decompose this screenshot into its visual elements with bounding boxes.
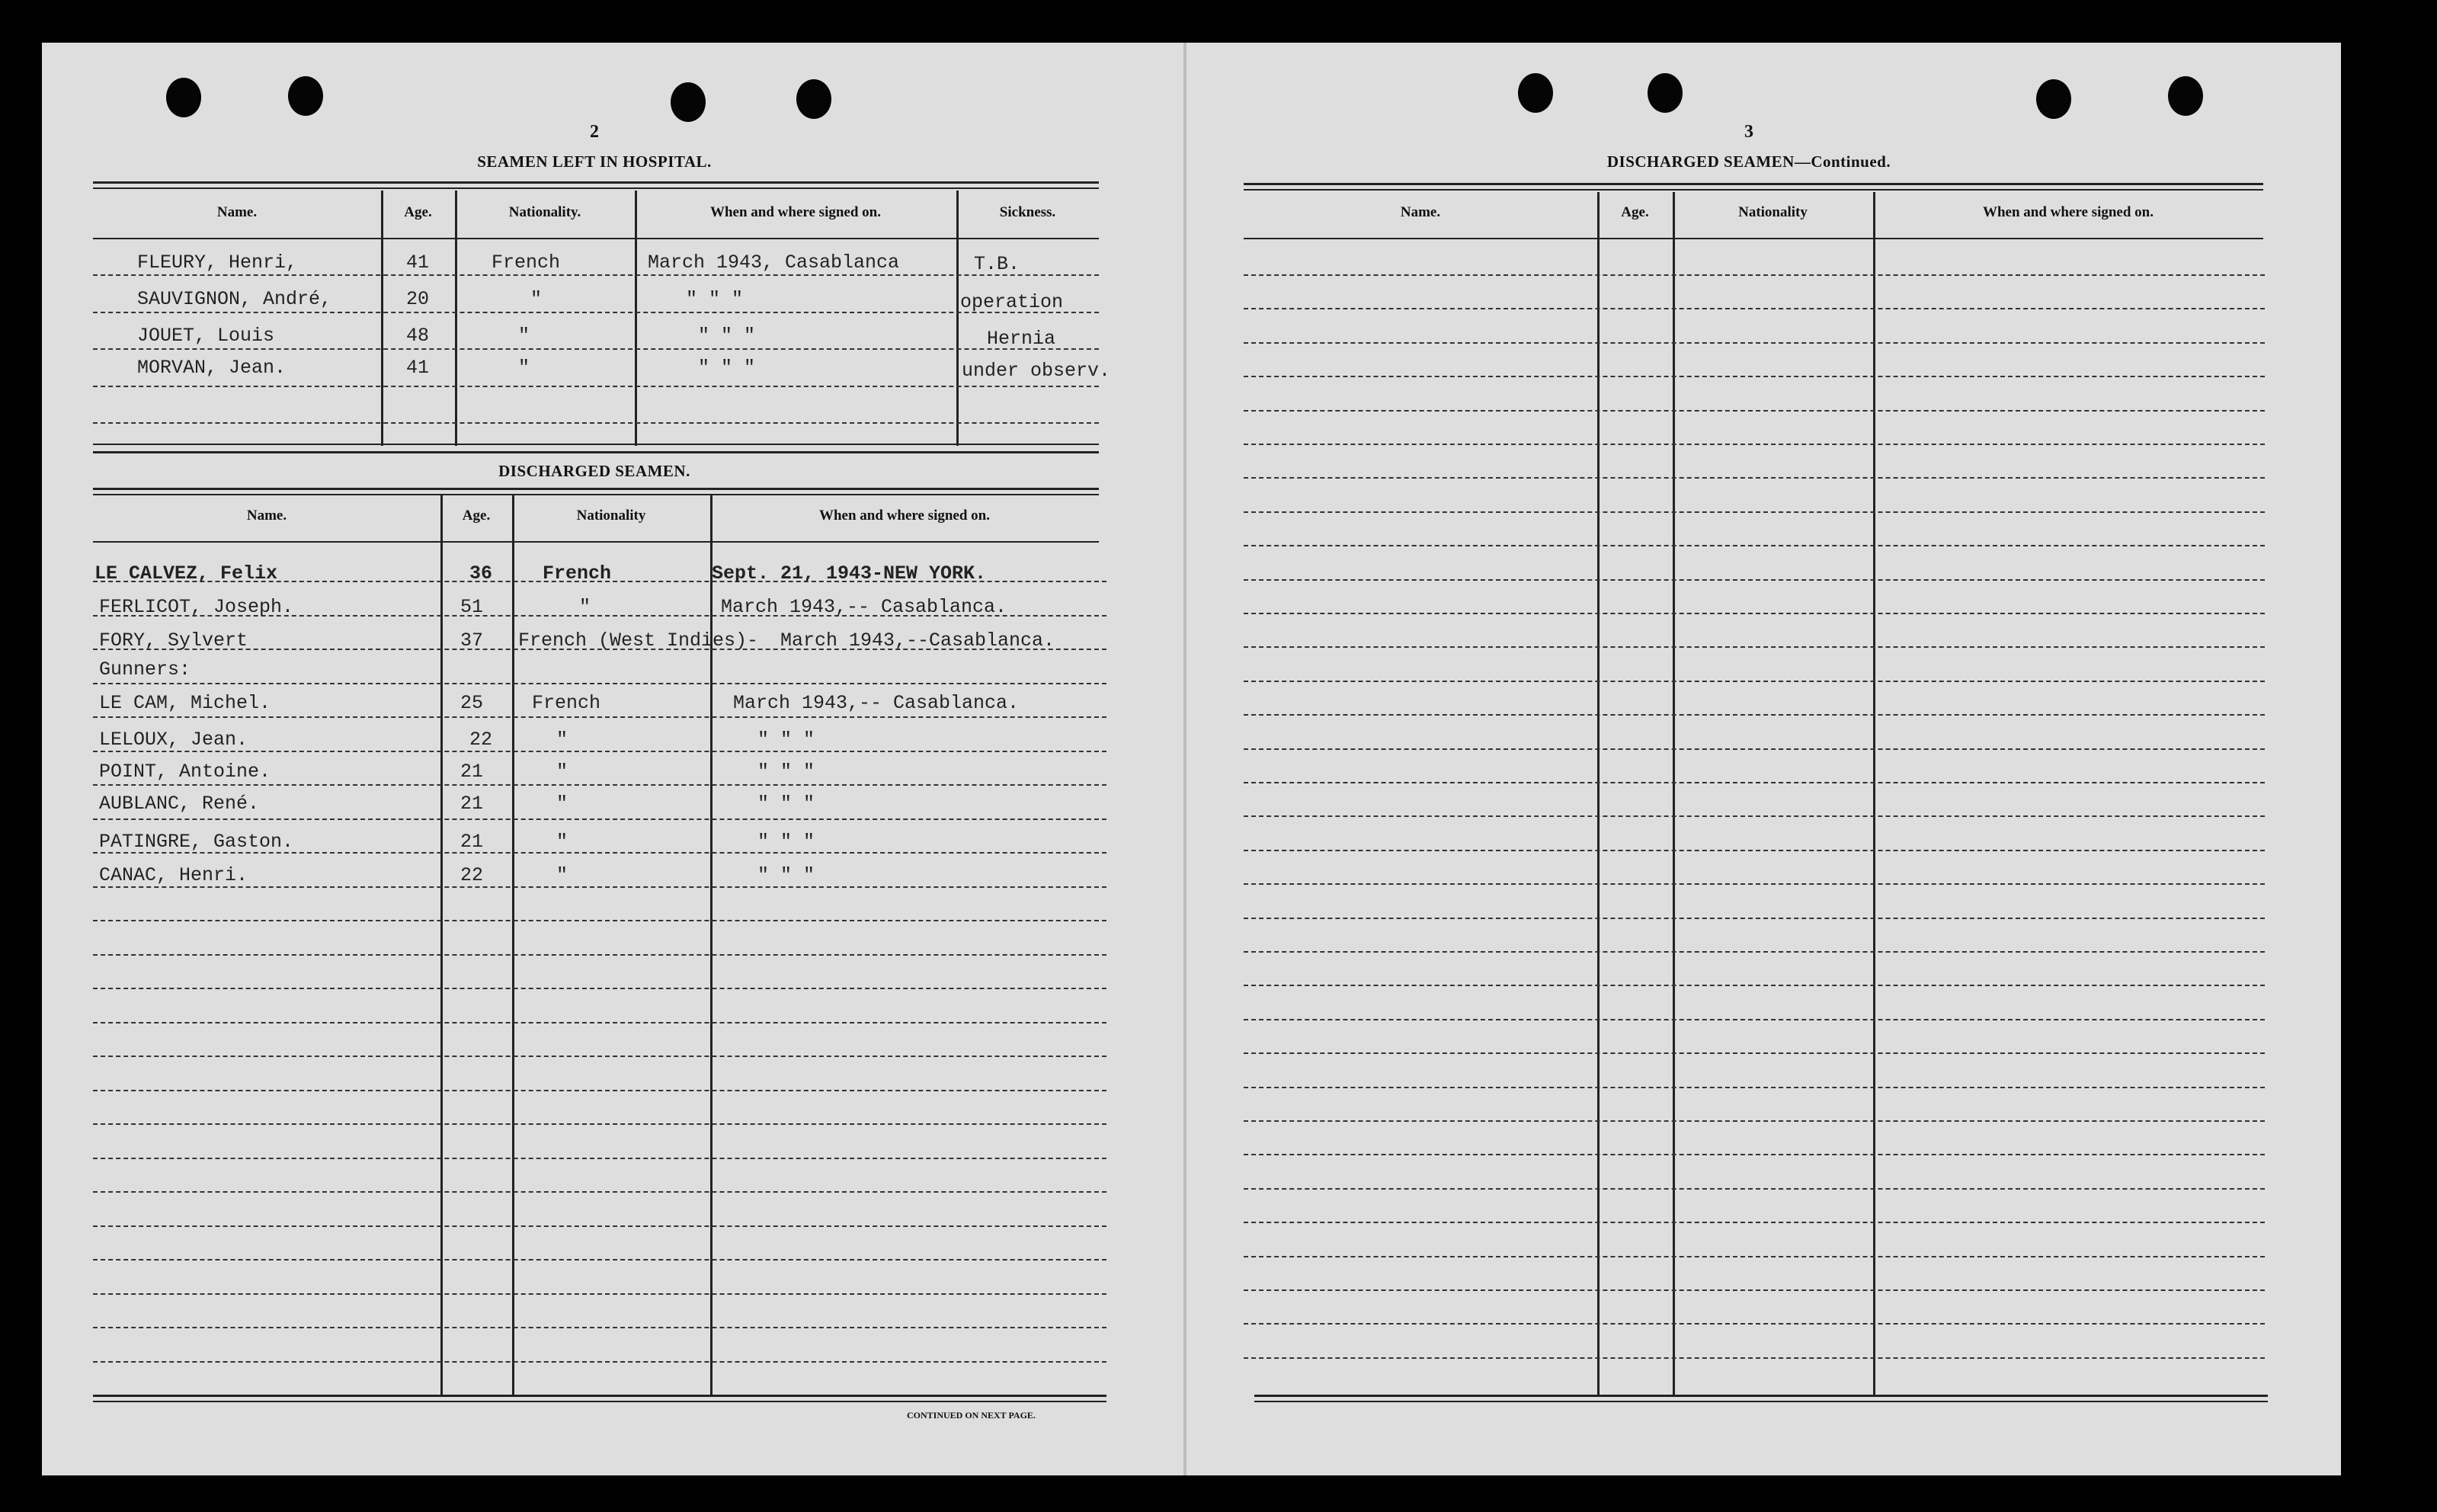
discharged-row-age: 21 <box>460 831 484 853</box>
ruled-line <box>93 1123 1106 1125</box>
discharged-row-name: LE CAM, Michel. <box>99 692 271 714</box>
discharged-row-signed: March 1943,-- Casablanca. <box>733 692 1020 714</box>
hospital-col-nationality: Nationality. <box>508 204 581 220</box>
discharged-row-signed: Sept. 21, 1943-NEW YORK. <box>712 562 987 585</box>
ruled-line <box>1244 815 2265 817</box>
punch-hole <box>2036 79 2071 119</box>
ruled-line <box>93 920 1106 921</box>
ruled-line <box>1244 579 2265 581</box>
ruled-line <box>93 1090 1106 1091</box>
discharged-row-age: 36 <box>469 562 493 585</box>
ruled-line <box>1244 1256 2265 1257</box>
ruled-line <box>1244 511 2265 513</box>
discharged-row-age: 22 <box>469 729 493 751</box>
hospital-row-sickness: under observ. <box>962 360 1111 382</box>
discharged-row-signed: " " " <box>757 864 815 886</box>
ruled-line <box>93 784 1106 786</box>
discharged-row-age: 21 <box>460 761 484 783</box>
discharged-row-name: FERLICOT, Joseph. <box>99 596 294 618</box>
hospital-row-signed: " " " <box>686 288 744 310</box>
ruled-line <box>93 1022 1106 1023</box>
hospital-row-name: SAUVIGNON, André, <box>137 288 332 310</box>
right-col-age: Age. <box>1621 204 1649 220</box>
hospital-row-age: 48 <box>406 325 430 347</box>
page-number: 2 <box>590 122 599 142</box>
discharged-row-signed: " " " <box>757 761 815 783</box>
discharged-row-nationality: " <box>556 864 568 886</box>
punch-hole <box>2168 76 2203 116</box>
ruled-line <box>1244 1120 2265 1122</box>
punch-hole <box>166 78 201 117</box>
discharged-row-age: 21 <box>460 793 484 815</box>
discharged-col-age: Age. <box>462 508 491 524</box>
hospital-section-title: SEAMEN LEFT IN HOSPITAL. <box>477 152 712 171</box>
right-section-title: DISCHARGED SEAMEN—Continued. <box>1606 152 1891 171</box>
hospital-row-nationality: " <box>518 357 530 379</box>
ruled-line <box>93 716 1106 718</box>
discharged-row-signed: " " " <box>757 729 815 751</box>
punch-hole <box>671 82 706 122</box>
ruled-line <box>1244 782 2265 783</box>
ruled-line <box>93 1158 1106 1159</box>
right-page <box>1185 43 2341 1475</box>
hospital-col-age: Age. <box>404 204 432 220</box>
hospital-row-age: 41 <box>406 357 430 379</box>
punch-hole <box>288 76 323 116</box>
discharged-section-title: DISCHARGED SEAMEN. <box>498 462 690 480</box>
discharged-row-name: LE CALVEZ, Felix <box>94 562 278 585</box>
hospital-row-name: JOUET, Louis <box>137 325 275 347</box>
discharged-row-nationality: French (West Indies)- <box>518 629 759 652</box>
page-number: 3 <box>1744 122 1753 142</box>
discharged-row-name: Gunners: <box>99 658 191 681</box>
discharged-row-nationality: " <box>556 761 568 783</box>
ruled-line <box>1244 308 2265 309</box>
discharged-row-nationality: " <box>556 831 568 853</box>
discharged-row-nationality: French <box>532 692 601 714</box>
ruled-line <box>1244 883 2265 885</box>
ruled-line <box>1244 1188 2265 1190</box>
right-col-signed: When and where signed on. <box>1982 204 2154 220</box>
punch-hole <box>1518 73 1553 113</box>
discharged-row-age: 22 <box>460 864 484 886</box>
ruled-line <box>93 1056 1106 1057</box>
ruled-line <box>93 818 1106 820</box>
ruled-line <box>93 683 1106 684</box>
hospital-row-signed: " " " <box>698 325 756 347</box>
ruled-line <box>1244 613 2265 614</box>
ruled-line <box>1244 714 2265 716</box>
ruled-line <box>1244 646 2265 648</box>
ruled-line <box>93 1327 1106 1328</box>
ruled-line <box>1244 1323 2265 1325</box>
ruled-line <box>1244 274 2265 276</box>
ruled-line <box>93 954 1106 956</box>
hospital-row-name: MORVAN, Jean. <box>137 357 287 379</box>
ruled-line <box>93 348 1099 350</box>
ruled-line <box>1244 1154 2265 1155</box>
discharged-row-nationality: " <box>556 793 568 815</box>
ruled-line <box>93 1293 1106 1295</box>
ruled-line <box>93 312 1099 313</box>
ruled-line <box>1244 748 2265 750</box>
right-col-name: Name. <box>1400 204 1441 220</box>
ruled-line <box>1244 376 2265 377</box>
discharged-row-name: CANAC, Henri. <box>99 864 248 886</box>
ruled-line <box>1244 1357 2265 1359</box>
ruled-line <box>1244 1052 2265 1054</box>
discharged-row-nationality: " <box>579 596 591 618</box>
hospital-row-signed: March 1943, Casablanca <box>648 251 900 274</box>
ruled-line <box>93 1191 1106 1193</box>
ruled-line <box>1244 985 2265 986</box>
hospital-row-sickness: Hernia <box>987 328 1056 350</box>
ruled-line <box>1244 410 2265 412</box>
ruled-line <box>1244 342 2265 344</box>
hospital-row-age: 41 <box>406 251 430 274</box>
punch-hole <box>796 79 831 119</box>
hospital-row-signed: " " " <box>698 357 756 379</box>
hospital-row-age: 20 <box>406 288 430 310</box>
hospital-row-sickness: operation <box>960 291 1064 313</box>
punch-hole <box>1648 73 1683 113</box>
hospital-col-signed: When and where signed on. <box>709 204 881 220</box>
ruled-line <box>1244 918 2265 919</box>
hospital-row-sickness: T.B. <box>974 253 1020 275</box>
hospital-col-name: Name. <box>216 204 258 220</box>
discharged-col-signed: When and where signed on. <box>818 508 990 524</box>
discharged-row-age: 51 <box>460 596 484 618</box>
ruled-line <box>93 1259 1106 1261</box>
ruled-line <box>93 274 1099 276</box>
discharged-row-name: AUBLANC, René. <box>99 793 260 815</box>
hospital-col-sickness: Sickness. <box>999 204 1056 220</box>
ruled-line <box>93 1225 1106 1227</box>
ruled-line <box>1244 477 2265 479</box>
page-fold <box>1183 43 1186 1475</box>
discharged-row-nationality: French <box>543 562 612 585</box>
discharged-row-name: LELOUX, Jean. <box>99 729 248 751</box>
discharged-row-name: FORY, Sylvert <box>99 629 248 652</box>
discharged-row-signed: " " " <box>757 793 815 815</box>
discharged-row-nationality: " <box>556 729 568 751</box>
ruled-line <box>1244 850 2265 851</box>
ruled-line <box>93 386 1099 387</box>
hospital-row-nationality: " <box>518 325 530 347</box>
ruled-line <box>1244 1222 2265 1223</box>
discharged-row-age: 25 <box>460 692 484 714</box>
discharged-row-signed: " " " <box>757 831 815 853</box>
discharged-col-name: Name. <box>246 508 287 524</box>
hospital-row-nationality: " <box>530 288 543 310</box>
discharged-row-name: POINT, Antoine. <box>99 761 271 783</box>
right-col-nationality: Nationality <box>1738 204 1808 220</box>
ruled-line <box>93 422 1099 424</box>
discharged-col-nationality: Nationality <box>576 508 646 524</box>
continued-footer: CONTINUED ON NEXT PAGE. <box>907 1410 1036 1421</box>
ruled-line <box>1244 1087 2265 1088</box>
ruled-line <box>1244 1289 2265 1291</box>
ruled-line <box>93 1361 1106 1363</box>
hospital-row-name: FLEURY, Henri, <box>137 251 298 274</box>
ruled-line <box>1244 1019 2265 1020</box>
discharged-row-signed: March 1943,--Casablanca. <box>780 629 1055 652</box>
discharged-row-name: PATINGRE, Gaston. <box>99 831 294 853</box>
discharged-row-age: 37 <box>460 629 484 652</box>
ruled-line <box>1244 681 2265 682</box>
hospital-row-nationality: French <box>492 251 561 274</box>
ruled-line <box>1244 444 2265 445</box>
ruled-line <box>1244 951 2265 953</box>
discharged-row-signed: March 1943,-- Casablanca. <box>721 596 1007 618</box>
ruled-line <box>93 988 1106 989</box>
ruled-line <box>1244 545 2265 546</box>
